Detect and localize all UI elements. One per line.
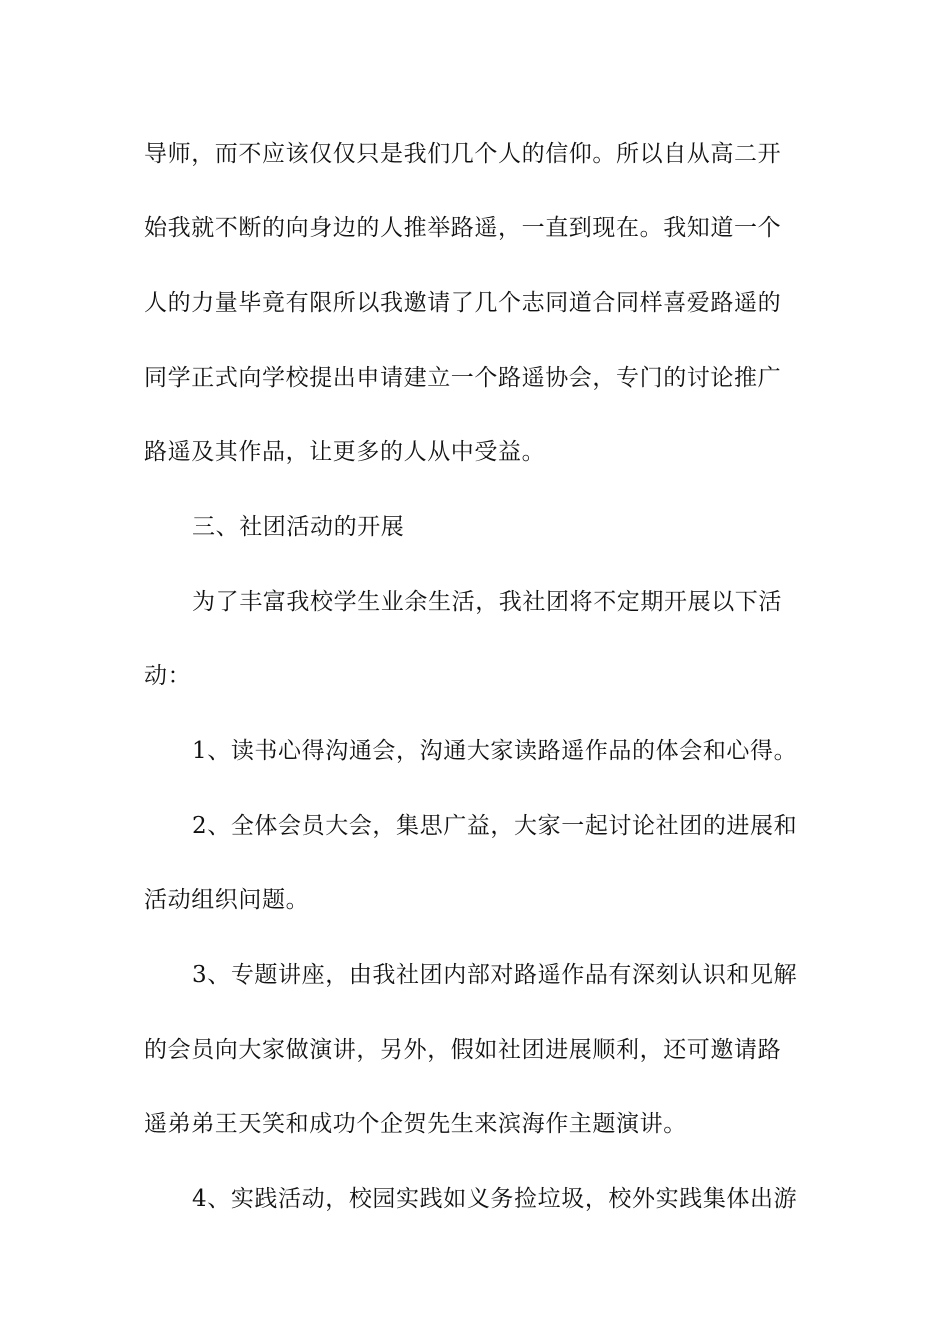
paragraph-line: 始我就不断的向身边的人推举路遥，一直到现在。我知道一个 — [144, 215, 782, 241]
list-item: 4、实践活动，校园实践如义务捡垃圾，校外实践集体出游 — [192, 1186, 798, 1212]
paragraph-line: 为了丰富我校学生业余生活，我社团将不定期开展以下活 — [192, 589, 782, 615]
list-item: 3、专题讲座，由我社团内部对路遥作品有深刻认识和见解 — [192, 962, 798, 988]
paragraph-line: 导师，而不应该仅仅只是我们几个人的信仰。所以自从高二开 — [144, 141, 782, 167]
paragraph-line: 活动组织问题。 — [144, 887, 310, 913]
list-item: 1、读书心得沟通会，沟通大家读路遥作品的体会和心得。 — [192, 738, 798, 764]
paragraph-line: 同学正式向学校提出申请建立一个路遥协会，专门的讨论推广 — [144, 365, 782, 391]
paragraph-line: 路遥及其作品，让更多的人从中受益。 — [144, 439, 546, 465]
paragraph-line: 人的力量毕竟有限所以我邀请了几个志同道合同样喜爱路遥的 — [144, 290, 782, 316]
paragraph-line: 遥弟弟王天笑和成功个企贺先生来滨海作主题演讲。 — [144, 1111, 687, 1137]
list-item: 2、全体会员大会，集思广益，大家一起讨论社团的进展和 — [192, 813, 798, 839]
paragraph-line: 动： — [144, 663, 192, 689]
section-heading: 三、社团活动的开展 — [192, 514, 405, 540]
paragraph-line: 的会员向大家做演讲，另外，假如社团进展顺利，还可邀请路 — [144, 1037, 782, 1063]
